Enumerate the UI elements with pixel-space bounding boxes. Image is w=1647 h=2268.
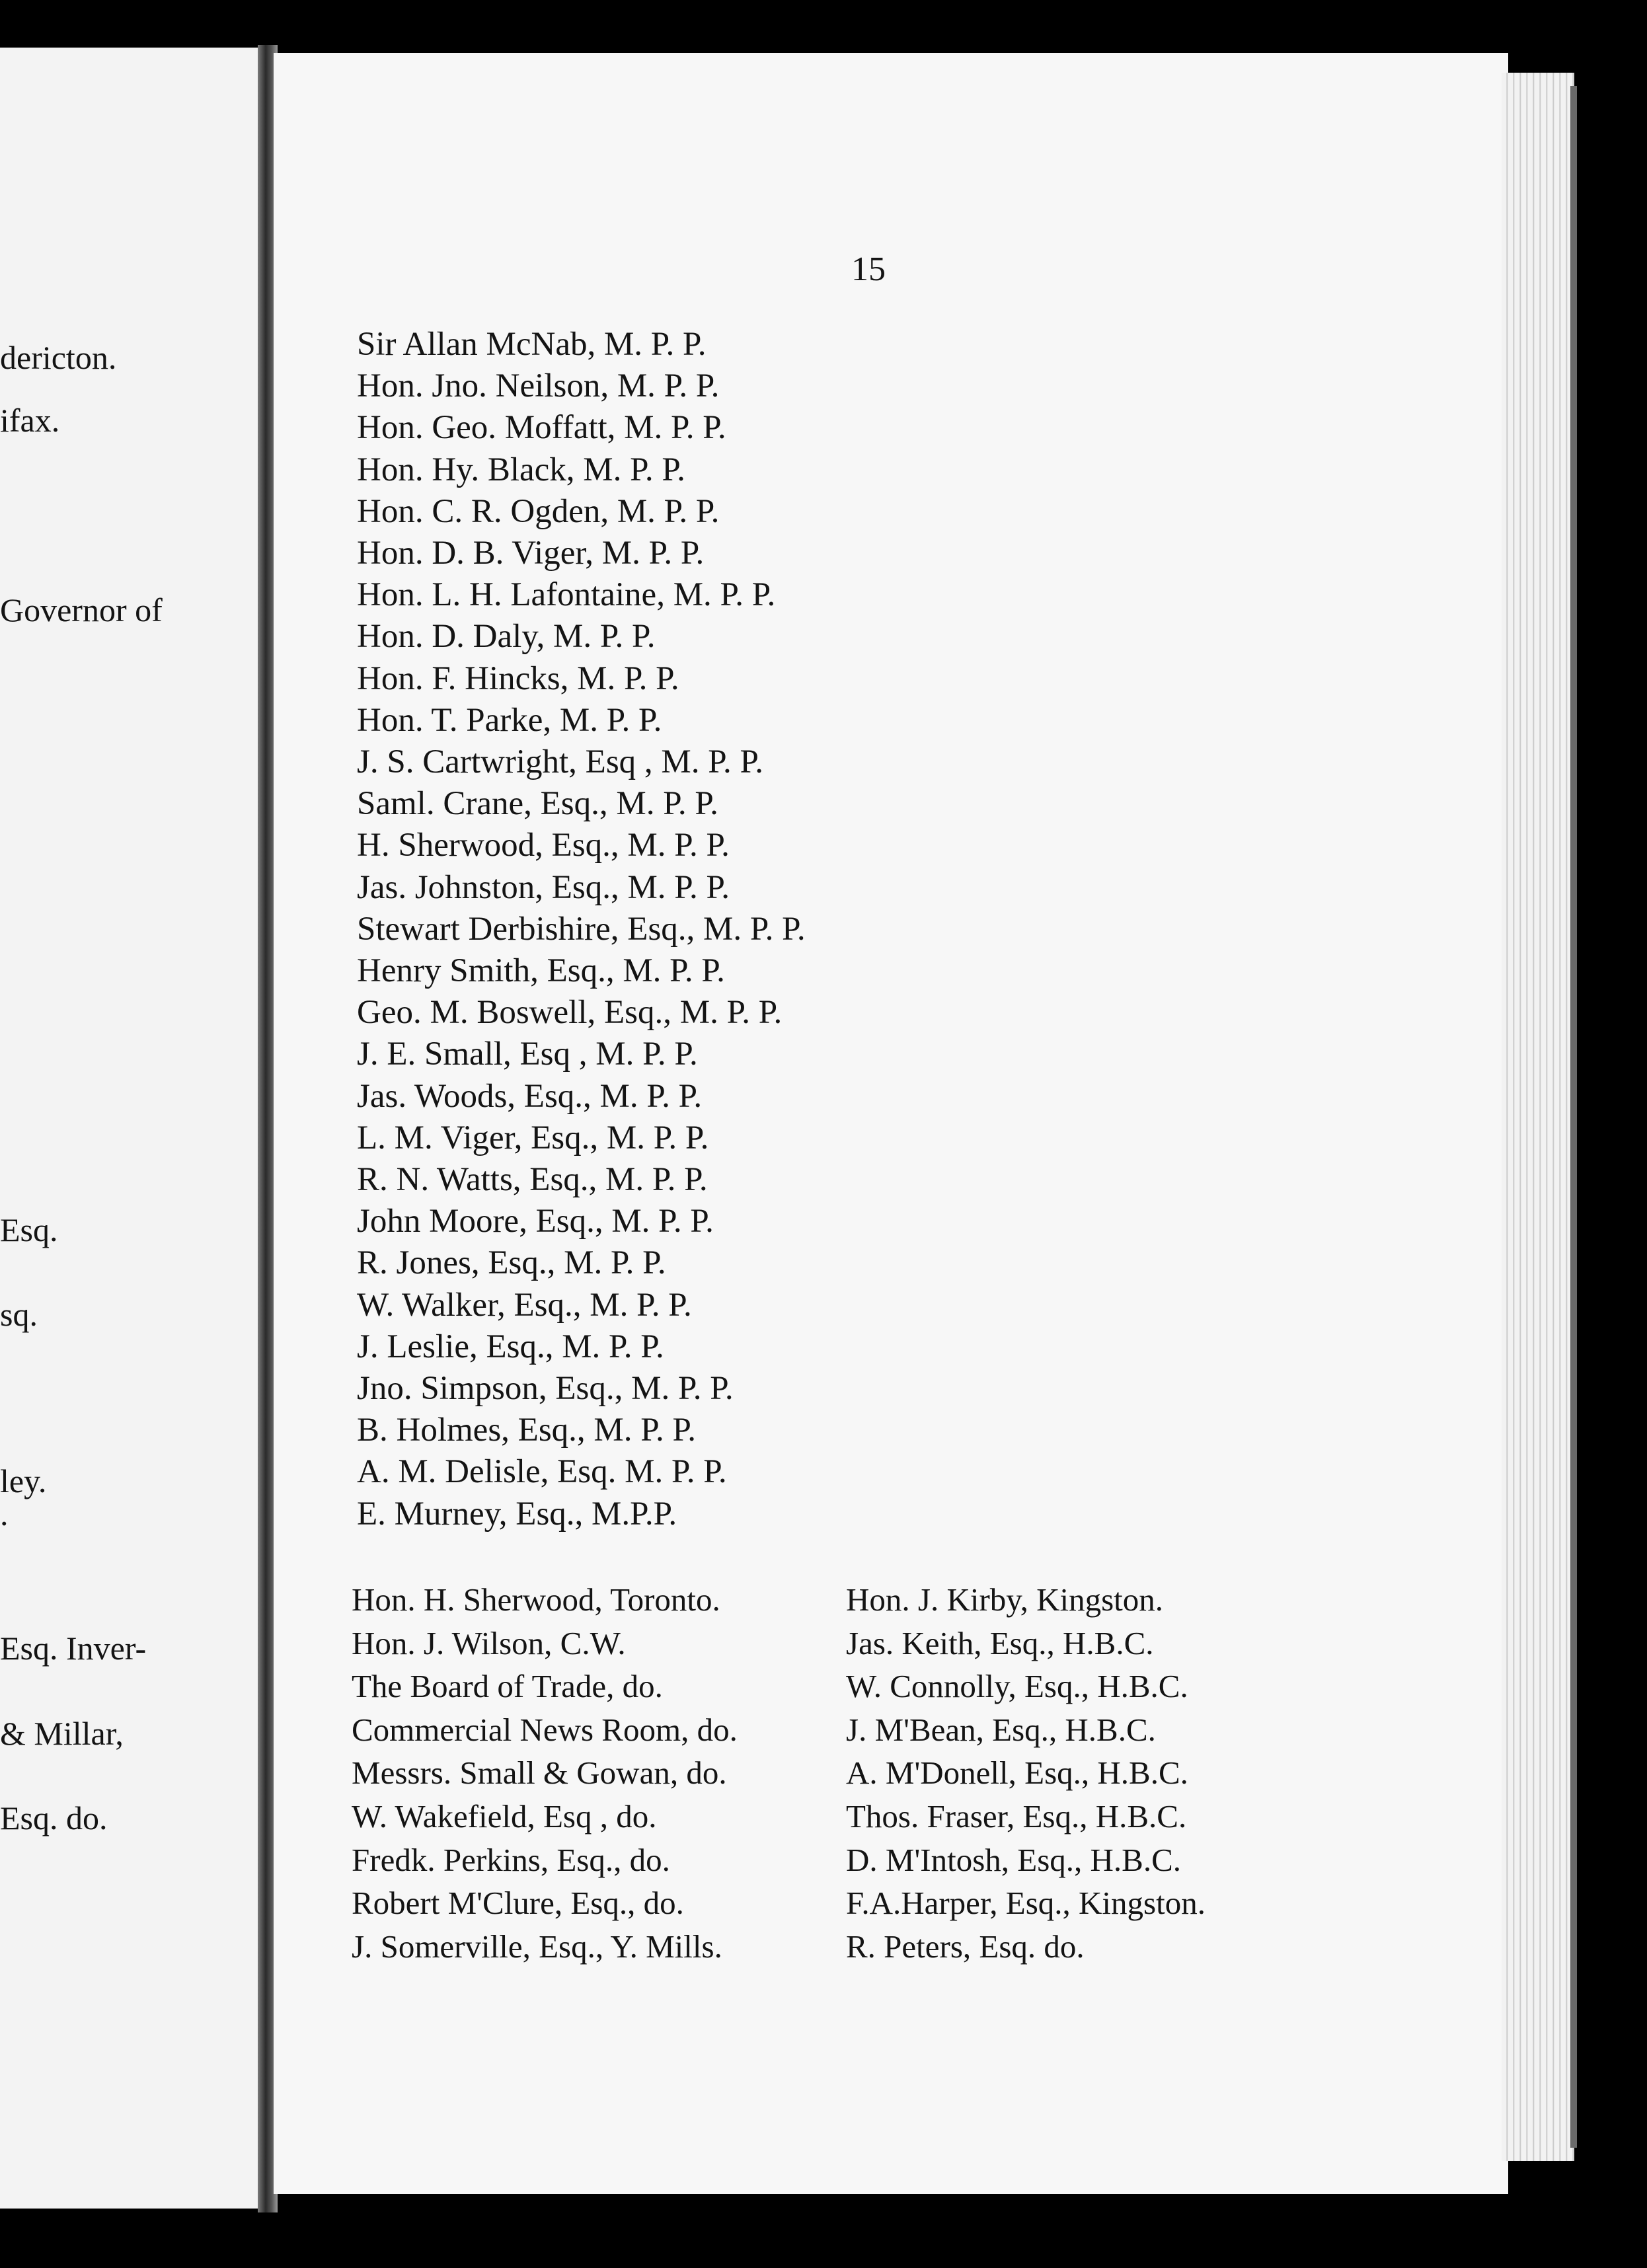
member-name: Jno. Simpson, Esq., M. P. P. <box>357 1370 734 1408</box>
member-name: L. M. Viger, Esq., M. P. P. <box>357 1119 709 1156</box>
member-name: Jas. Woods, Esq., M. P. P. <box>357 1077 703 1115</box>
page-edge-shadow <box>1570 86 1577 2148</box>
member-name: Hon. L. H. Lafontaine, M. P. P. <box>357 576 776 614</box>
subscriber-right: Thos. Fraser, Esq., H.B.C. <box>846 1797 1187 1834</box>
subscriber-right: F.A.Harper, Esq., Kingston. <box>846 1885 1206 1922</box>
member-name: Geo. M. Boswell, Esq., M. P. P. <box>357 994 783 1032</box>
subscriber-right: Jas. Keith, Esq., H.B.C. <box>846 1624 1154 1661</box>
member-name: J. S. Cartwright, Esq , M. P. P. <box>357 743 763 781</box>
subscriber-left: Hon. J. Wilson, C.W. <box>352 1624 626 1661</box>
member-name: Hon. D. B. Viger, M. P. P. <box>357 535 705 572</box>
member-name: Hon. C. R. Ogden, M. P. P. <box>357 492 720 530</box>
left-page-fragment: Governor of <box>0 591 163 628</box>
subscriber-left: Robert M'Clure, Esq., do. <box>352 1885 684 1922</box>
member-name: H. Sherwood, Esq., M. P. P. <box>357 827 730 864</box>
member-name: E. Murney, Esq., M.P.P. <box>357 1495 677 1532</box>
left-page-fragment: Esq. do. <box>0 1799 108 1836</box>
subscriber-right: R. Peters, Esq. do. <box>846 1928 1085 1965</box>
subscriber-right: Hon. J. Kirby, Kingston. <box>846 1581 1164 1618</box>
left-page-fragment: ley. <box>0 1462 47 1499</box>
member-name: R. Jones, Esq., M. P. P. <box>357 1244 666 1282</box>
page-edges <box>1502 73 1574 2161</box>
member-name: Jas. Johnston, Esq., M. P. P. <box>357 868 730 906</box>
member-name: Saml. Crane, Esq., M. P. P. <box>357 785 718 823</box>
member-name: J. E. Small, Esq , M. P. P. <box>357 1036 698 1073</box>
member-name: Hon. F. Hincks, M. P. P. <box>357 660 679 697</box>
left-page-fragment: ifax. <box>0 402 60 439</box>
subscriber-right: W. Connolly, Esq., H.B.C. <box>846 1668 1188 1705</box>
left-page-fragment: Esq. Inver- <box>0 1630 147 1667</box>
subscriber-left: W. Wakefield, Esq , do. <box>352 1797 657 1834</box>
subscriber-left: Commercial News Room, do. <box>352 1711 738 1748</box>
subscribers-list <box>352 1578 1206 1968</box>
subscriber-left: Hon. H. Sherwood, Toronto. <box>352 1581 720 1618</box>
left-page-fragment: & Millar, <box>0 1715 124 1752</box>
member-name: John Moore, Esq., M. P. P. <box>357 1203 714 1240</box>
member-name: B. Holmes, Esq., M. P. P. <box>357 1412 696 1449</box>
member-name: Henry Smith, Esq., M. P. P. <box>357 952 725 990</box>
member-name: A. M. Delisle, Esq. M. P. P. <box>357 1453 727 1491</box>
member-name: Hon. Jno. Neilson, M. P. P. <box>357 367 720 405</box>
subscriber-left: The Board of Trade, do. <box>352 1668 663 1705</box>
member-name: Hon. D. Daly, M. P. P. <box>357 618 656 656</box>
member-name: Hon. Hy. Black, M. P. P. <box>357 451 685 488</box>
left-page <box>0 48 263 2209</box>
member-name: Hon. T. Parke, M. P. P. <box>357 701 662 739</box>
subscriber-right: A. M'Donell, Esq., H.B.C. <box>846 1755 1188 1792</box>
member-name: W. Walker, Esq., M. P. P. <box>357 1286 692 1324</box>
subscriber-left: Messrs. Small & Gowan, do. <box>352 1755 727 1792</box>
member-name: R. N. Watts, Esq., M. P. P. <box>357 1161 708 1199</box>
member-name: Sir Allan McNab, M. P. P. <box>357 326 707 363</box>
subscriber-left: Fredk. Perkins, Esq., do. <box>352 1841 670 1878</box>
member-name: Hon. Geo. Moffatt, M. P. P. <box>357 409 726 447</box>
left-page-fragment: Esq. <box>0 1211 58 1248</box>
left-page-fragment: dericton. <box>0 339 117 376</box>
subscriber-right: J. M'Bean, Esq., H.B.C. <box>846 1711 1156 1748</box>
page-number: 15 <box>851 250 886 288</box>
left-page-fragment: . <box>0 1495 9 1532</box>
subscriber-left: J. Somerville, Esq., Y. Mills. <box>352 1928 722 1965</box>
subscriber-right: D. M'Intosh, Esq., H.B.C. <box>846 1841 1182 1878</box>
left-page-fragment: sq. <box>0 1296 38 1333</box>
members-list <box>357 324 806 1535</box>
member-name: Stewart Derbishire, Esq., M. P. P. <box>357 910 806 948</box>
member-name: J. Leslie, Esq., M. P. P. <box>357 1328 664 1365</box>
